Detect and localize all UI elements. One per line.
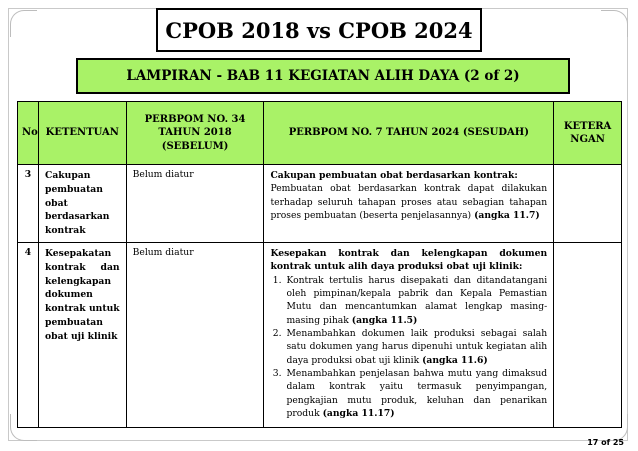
corner-ornament-top-right xyxy=(601,10,628,37)
header-keterangan: KETERA NGAN xyxy=(554,102,622,165)
header-no: No xyxy=(18,102,39,165)
list-item xyxy=(284,367,547,420)
row-number: 3 xyxy=(18,165,39,243)
perbpom-7-body xyxy=(270,182,547,222)
header-perbpom-7: PERBPOM NO. 7 TAHUN 2024 (SESUDAH) xyxy=(264,102,554,165)
table-row xyxy=(18,165,622,243)
row-perbpom-34: Belum diatur xyxy=(126,242,264,427)
list-item-text: Kontrak tertulis harus disepakati dan ditandatangani oleh pimpinan/kepala pabrik dan Kepala Pemastian Mutu dan mencantumkan alamat lengkap masing-masing pihak xyxy=(286,274,548,326)
perbpom-7-heading: Cakupan pembuatan obat berdasarkan kontrak: xyxy=(270,170,518,181)
section-subtitle: LAMPIRAN - BAB 11 KEGIATAN ALIH DAYA (2 of 2) xyxy=(76,58,570,94)
row-keterangan xyxy=(554,165,622,243)
perbpom-7-heading: Kesepakan kontrak dan kelengkapan dokumen kontrak untuk alih daya produksi obat uji klinik: xyxy=(270,247,548,273)
corner-ornament-top-left xyxy=(10,10,37,37)
list-item xyxy=(284,274,547,327)
list-item-ref: (angka 11.5) xyxy=(351,314,418,326)
list-item xyxy=(284,327,547,367)
row-ketentuan: Kesepakatan kontrak dan kelengkapan dokumen kontrak untuk pembuatan obat uji klinik xyxy=(39,242,127,427)
row-perbpom-7 xyxy=(264,165,554,243)
row-keterangan xyxy=(554,242,622,427)
row-number: 4 xyxy=(18,242,39,427)
header-ketentuan: KETENTUAN xyxy=(39,102,127,165)
row-ketentuan: Cakupan pembuatan obat berdasarkan kontrak xyxy=(39,165,127,243)
comparison-table xyxy=(17,101,622,428)
page-title: CPOB 2018 vs CPOB 2024 xyxy=(156,8,482,52)
list-item-ref: (angka 11.6) xyxy=(422,354,488,366)
perbpom-7-text: Pembuatan obat berdasarkan kontrak dapat dilakukan terhadap seluruh tahapan proses atau sebagian tahapan proses pembuatan (beserta penjelasannya) xyxy=(270,183,548,222)
perbpom-7-list xyxy=(270,274,547,421)
list-item-text: Menambahkan dokumen laik produksi sebagai salah satu dokumen yang harus dipenuhi untuk kegiatan alih daya produksi obat uji klinik xyxy=(286,328,548,366)
perbpom-7-ref: (angka 11.7) xyxy=(474,210,540,222)
table-header-row xyxy=(18,102,622,165)
row-perbpom-34: Belum diatur xyxy=(126,165,264,243)
row-perbpom-7 xyxy=(264,242,554,427)
header-perbpom-34: PERBPOM NO. 34 TAHUN 2018 (SEBELUM) xyxy=(126,102,264,165)
list-item-text: Menambahkan penjelasan bahwa mutu yang dimaksud dalam kontrak yaitu termasuk penyimpangan, pengkajian mutu produk, keluhan dan penarikan produk xyxy=(286,368,548,420)
page-number: 17 of 25 xyxy=(587,438,624,447)
list-item-ref: (angka 11.17) xyxy=(322,408,395,420)
table-row xyxy=(18,242,622,427)
